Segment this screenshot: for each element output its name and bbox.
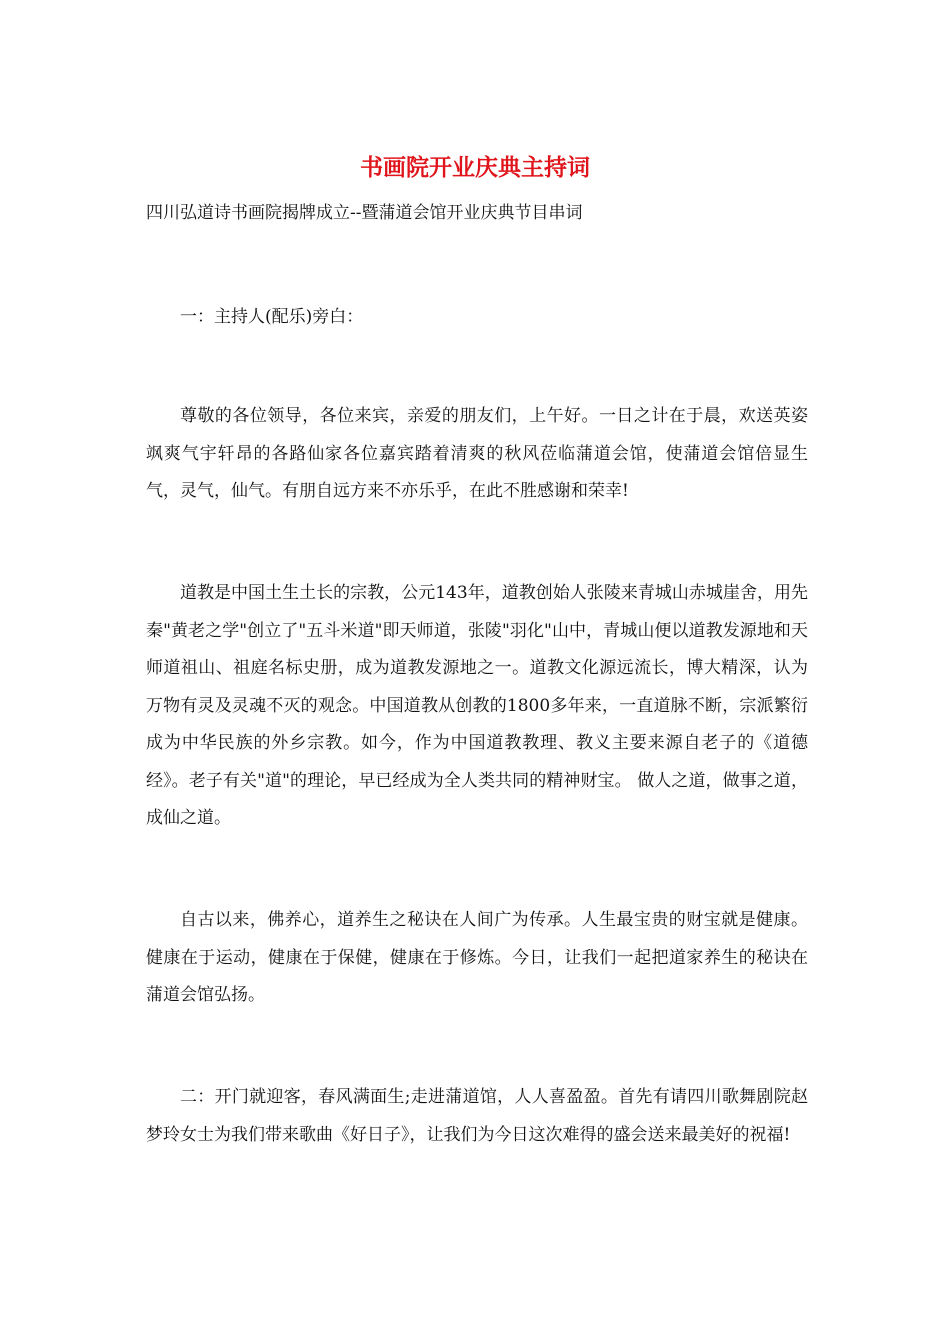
section-heading-host: 一：主持人(配乐)旁白： <box>180 307 364 327</box>
paragraph-program-two: 二：开门就迎客，春风满面生;走进蒲道馆，人人喜盈盈。首先有请四川歌舞剧院赵梦玲女士为我们带来歌曲《好日子》，让我们为今日这次难得的盛会送来最美好的祝福! <box>146 1087 808 1145</box>
paragraph-taoism: 道教是中国土生土长的宗教，公元143年，道教创始人张陵来青城山赤城崖舍，用先秦"黄老之学"创立了"五斗米道"即天师道，张陵"羽化"山中，青城山便以道教发源地和天师道祖山、祖庭名标史册，成为道教发源地之一。道教文化源远流长，博大精深，认为万物有灵及灵魂不灭的观念。中国道教从创教的1800多年来，一直道脉不断，宗派繁衍成为中华民族的外乡宗教。如今，作为中国道教教理、教义主要来源自老子的《道德经》。老子有关"道"的理论，早已经成为全人类共同的精神财宝。 做人之道，做事之道，成仙之道。 <box>146 583 808 828</box>
paragraph-greeting: 尊敬的各位领导，各位来宾，亲爱的朋友们，上午好。一日之计在于晨，欢送英姿飒爽气宇轩昂的各路仙家各位嘉宾踏着清爽的秋风莅临蒲道会馆，使蒲道会馆倍显生气，灵气，仙气。有朋自远方来不亦乐乎，在此不胜感谢和荣幸! <box>146 406 808 501</box>
document-title: 书画院开业庆典主持词 <box>360 154 590 181</box>
document-subtitle: 四川弘道诗书画院揭牌成立--暨蒲道会馆开业庆典节目串词 <box>146 203 583 223</box>
paragraph-health: 自古以来，佛养心，道养生之秘诀在人间广为传承。人生最宝贵的财宝就是健康。健康在于运动，健康在于保健，健康在于修炼。今日，让我们一起把道家养生的秘诀在蒲道会馆弘扬。 <box>146 910 808 1005</box>
